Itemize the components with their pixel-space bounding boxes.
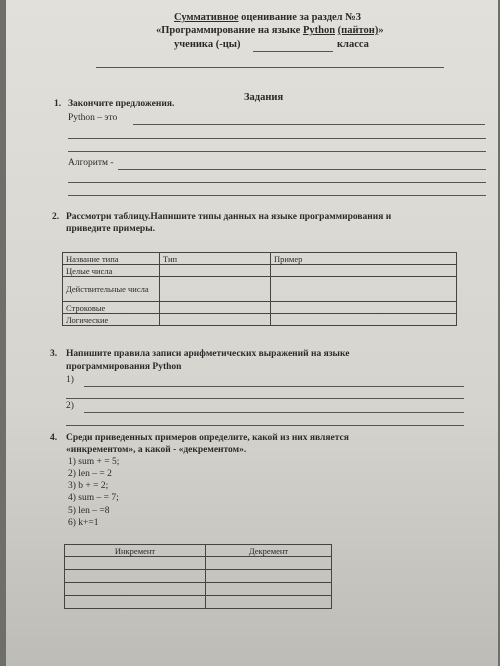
task1-title: Закончите предложения. [68,99,175,109]
subtitle-end: » [378,25,384,36]
table-row [65,583,332,596]
worksheet-page [6,0,498,666]
increment-decrement-table [64,544,332,609]
task4-text-line1: Среди приведенных примеров определите, какой из них является [66,433,349,443]
increment-cell[interactable] [65,583,206,596]
student-label: ученика (-цы) [174,39,241,50]
page-subtitle [156,25,384,36]
increment-cell[interactable] [65,596,206,609]
subtitle-pronunciation: (пайтон) [337,25,379,36]
task4-number: 4. [50,433,58,443]
task3-text-line2: программирования Python [66,362,182,372]
type-cell[interactable] [160,277,271,302]
list-item: 4) sum – = 7; [68,493,119,503]
list-item: 5) len – =8 [68,506,110,516]
row-label: Строковые [63,302,160,314]
task3-item2-label: 2) [66,401,74,411]
table-row [65,596,332,609]
row-label: Целые числа [63,265,160,277]
answer-line [68,182,486,183]
list-item: 1) sum + = 5; [68,457,120,467]
answer-line [84,412,464,413]
table-row [63,265,457,277]
task2-text-line1: Рассмотри таблицу.Напишите типы данных на языке программирования и [66,212,392,222]
task1-python-label: Python – это [68,113,118,123]
task1-algorithm-label: Алгоритм - [68,158,114,168]
decrement-cell[interactable] [206,596,332,609]
page-title [174,12,361,23]
increment-cell[interactable] [65,557,206,570]
type-cell[interactable] [160,314,271,326]
task3-item1-label: 1) [66,375,74,385]
example-cell[interactable] [271,314,457,326]
increment-cell[interactable] [65,570,206,583]
header-increment: Инкремент [65,545,206,557]
table-row [63,314,457,326]
title-rest: оценивание за раздел №3 [238,12,361,23]
data-types-table [62,252,457,326]
table-row [63,302,457,314]
header-type: Тип [160,253,271,265]
answer-line [133,124,485,125]
list-item: 2) len – = 2 [68,469,112,479]
task1-number: 1. [54,99,62,109]
row-label: Действительные числа [63,277,160,302]
answer-line [84,386,464,387]
example-cell[interactable] [271,265,457,277]
answer-line [66,425,464,426]
task2-number: 2. [52,212,60,222]
table-row [63,277,457,302]
decrement-cell[interactable] [206,583,332,596]
tasks-heading: Задания [244,92,284,103]
table-header-row [63,253,457,265]
task3-number: 3. [50,349,58,359]
task2-text-line2: приведите примеры. [66,224,155,234]
task3-text-line1: Напишите правила записи арифметических выражений на языке [66,349,350,359]
header-example: Пример [271,253,457,265]
header-decrement: Декремент [206,545,332,557]
title-underlined-word: Суммативное [174,12,239,23]
decrement-cell[interactable] [206,570,332,583]
table-row [65,557,332,570]
row-label: Логические [63,314,160,326]
decrement-cell[interactable] [206,557,332,570]
subtitle-text: «Программирование на языке [156,25,303,36]
table-row [65,570,332,583]
type-cell[interactable] [160,265,271,277]
answer-line [118,169,486,170]
table-header-row [65,545,332,557]
header-divider [96,67,444,68]
example-cell[interactable] [271,277,457,302]
answer-line [68,151,486,152]
subtitle-python: Python [302,25,336,36]
answer-line [68,138,486,139]
header-type-name: Название типа [63,253,160,265]
answer-line [68,195,486,196]
list-item: 6) k+=1 [68,518,99,528]
type-cell[interactable] [160,302,271,314]
list-item: 3) b + = 2; [68,481,109,491]
answer-line [66,398,464,399]
task4-text-line2: «инкрементом», а какой - «декрементом». [66,445,247,455]
example-cell[interactable] [271,302,457,314]
student-name-line [253,51,333,52]
class-label: класса [337,39,369,50]
